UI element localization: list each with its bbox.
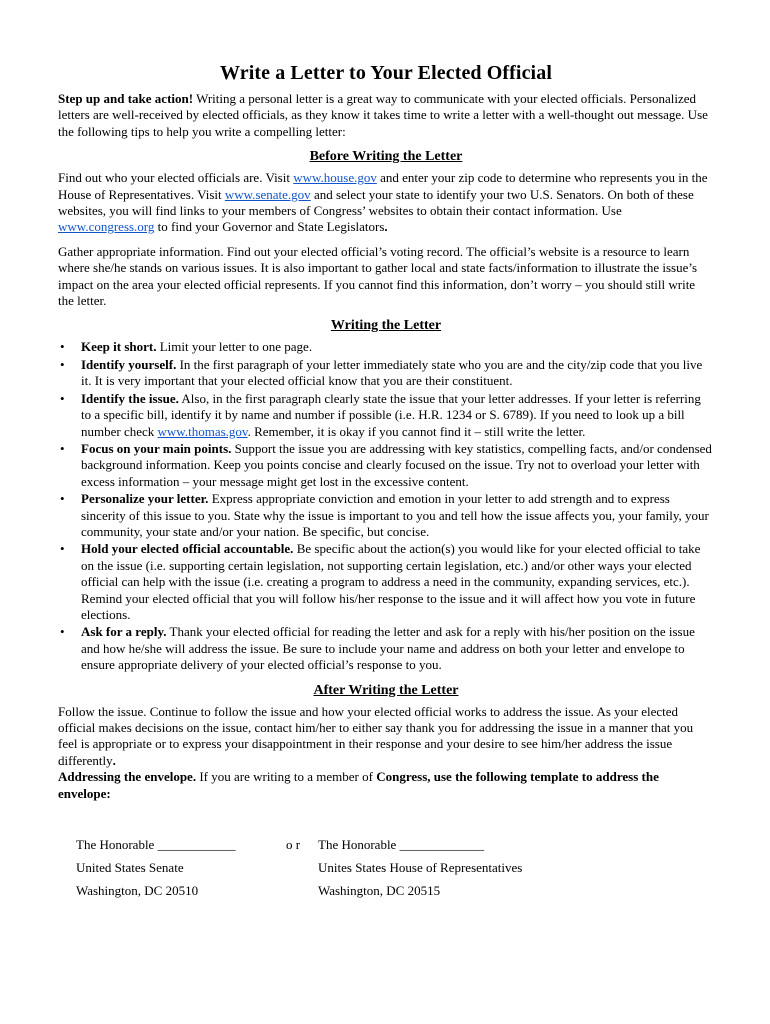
bullet-icon: • — [60, 491, 65, 507]
link-house-gov[interactable]: www.house.gov — [293, 170, 377, 186]
addressing-envelope-paragraph — [58, 769, 714, 802]
bullet-icon: • — [60, 356, 65, 372]
envelope-row — [76, 883, 636, 906]
bullet-icon: • — [60, 440, 65, 456]
envelope-bold-text: Congress, use the following template to address the envelope: — [58, 769, 659, 801]
list-item — [58, 391, 714, 440]
after-p1-period: . — [112, 752, 116, 768]
house-address-line: The Honorable _____________ — [318, 837, 485, 852]
before-p1-text-1: Find out who your elected officials are. Visit — [58, 170, 294, 186]
senate-address-line: The Honorable ____________ — [76, 837, 236, 852]
before-paragraph-2: Gather appropriate information. Find out your elected official’s voting record. The official’s website is a resource to learn where she/he stands on various issues. It is also important to gather local and state facts/information to illustrate the issue’s impact on the area your elected official represents. If you cannot find this information, don’t worry – you should still write the letter. — [58, 243, 698, 309]
bullet-icon: • — [60, 390, 65, 406]
house-address-line: Washington, DC 20515 — [318, 883, 441, 898]
tip-text-2: . Remember, it is okay if you cannot find it – still write the letter. — [247, 423, 586, 439]
tip-lead: Ask for a reply. — [81, 624, 167, 640]
intro-text: Writing a personal letter is a great way to communicate with your elected officials. Personalized letters are well-received by elected officials, as they know it takes time to write a letter with a well-thought out message. Use the following tips to help you write a compelling letter: — [58, 91, 708, 139]
heading-before-writing: Before Writing the Letter — [309, 149, 463, 165]
heading-after-writing: After Writing the Letter — [313, 682, 459, 698]
tip-lead: Identify yourself. — [81, 356, 177, 372]
or-label: o r — [286, 837, 301, 852]
after-p1-text: Follow the issue. Continue to follow the issue and how your elected official works to address the issue. As your elected official makes decisions on the issue, contact him/her to either say thank you for addressing the issue in a manner that you feel is appropriate or to express your disappointment in their response and your desire to see him/her address the issue differently — [58, 703, 694, 768]
tip-text: Support the issue you are addressing with key statistics, compelling facts, and/or condensed background information. Keep you points concise and clearly focused on the issue. Try not to overload your letter with excess information – your message might get lost in the excessive content. — [81, 440, 712, 489]
list-item — [58, 491, 714, 540]
bullet-icon: • — [60, 339, 65, 355]
before-paragraph-1 — [58, 170, 714, 236]
before-p1-text-4: to find your Governor and State Legislators — [154, 219, 385, 235]
tip-lead: Hold your elected official accountable. — [81, 541, 294, 557]
intro-lead: Step up and take action! — [58, 91, 194, 106]
intro-paragraph — [58, 91, 714, 140]
before-p1-text-2: and enter your zip code to determine who represents you in the House of Representatives. Visit — [58, 170, 708, 202]
list-item — [58, 357, 714, 390]
envelope-text: If you are writing to a member of — [196, 769, 377, 785]
bullet-icon: • — [60, 541, 65, 557]
senate-address-line: Washington, DC 20510 — [76, 883, 199, 898]
tip-lead: Identify the issue. — [81, 390, 179, 406]
envelope-row — [76, 860, 636, 883]
list-item — [58, 541, 714, 623]
bullet-icon: • — [60, 624, 65, 640]
list-item — [58, 339, 714, 355]
house-address-line: Unites States House of Representatives — [318, 860, 523, 875]
tips-list — [58, 339, 714, 673]
document-page — [58, 0, 714, 802]
senate-address-line: United States Senate — [76, 860, 184, 875]
before-p1-period: . — [384, 219, 388, 235]
after-paragraph-1 — [58, 704, 714, 770]
tip-lead: Personalize your letter. — [81, 491, 209, 507]
link-congress-org[interactable]: www.congress.org — [58, 219, 155, 235]
link-thomas-gov[interactable]: www.thomas.gov — [157, 423, 248, 439]
before-p1-text-3: and select your state to identify your two U.S. Senators. On both of these websites, you will find links to your members of Congress’ websites to obtain their contact information. Use — [58, 186, 694, 219]
envelope-row — [76, 837, 636, 860]
tip-text: Express appropriate conviction and emotion in your letter to add strength and to express sincerity of this issue to you. State why the issue is important to you and tell how the issue affects you, your family, your community, your state and/or your nation. Be specific, but concise. — [81, 491, 709, 539]
list-item — [58, 441, 714, 490]
tip-text: Limit your letter to one page. — [156, 339, 313, 355]
list-item — [58, 624, 714, 673]
tip-lead: Focus on your main points. — [81, 440, 232, 456]
heading-writing-letter: Writing the Letter — [330, 318, 442, 334]
tip-text: Thank your elected official for reading the letter and ask for a reply with his/her position on the issue and how he/she will address the issue. Be sure to include your name and address on both your letter and envelope to ensure appropriate delivery of your elected official’s response to you. — [81, 624, 695, 673]
envelope-templates — [76, 837, 636, 906]
link-senate-gov[interactable]: www.senate.gov — [224, 186, 311, 202]
envelope-lead: Addressing the envelope. — [58, 769, 197, 785]
tip-text: Be specific about the action(s) you would like for your elected official to take on the issue (i.e. supporting certain legislation, not supporting certain legislation, etc.) and/or other ways your elected official can help with the issue (i.e. creating a program to address a need in the community, expanding services, etc.). Remind your elected official that you will follow his/her response to the issue and it will affect how you vote in future elections. — [81, 541, 701, 622]
tip-text: In the first paragraph of your letter immediately state who you are and the city/zip code that you live it. It is very important that your elected official know that you are their constituent. — [81, 356, 703, 389]
tip-text: Also, in the first paragraph clearly state the issue that your letter addresses. If your letter is referring to a specific bill, identify it by name and number if possible (i.e. H.R. 1234 or S. 6789). If you need to look up a bill number check — [81, 390, 701, 439]
tip-lead: Keep it short. — [81, 339, 157, 355]
page-title: Write a Letter to Your Elected Official — [220, 62, 552, 84]
